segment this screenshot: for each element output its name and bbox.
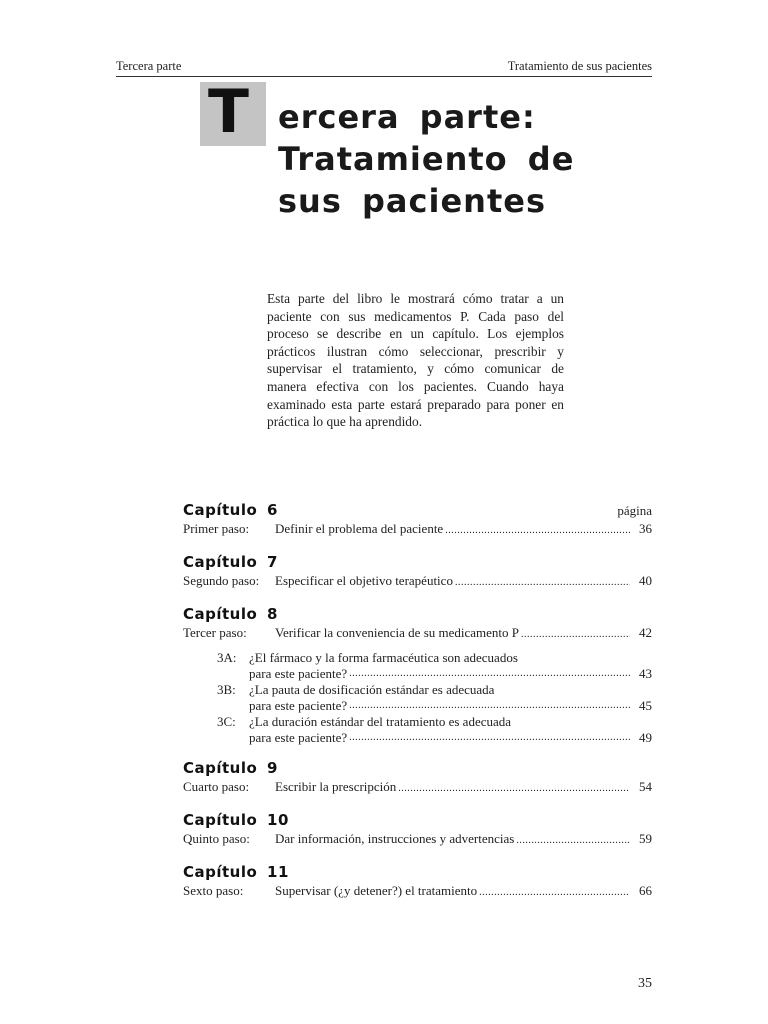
sub-entry-3a[interactable] xyxy=(217,650,652,666)
step-label: Cuarto paso: xyxy=(183,779,250,794)
dot-leader xyxy=(398,780,630,798)
sub-code: 3A: xyxy=(217,650,237,665)
toc-entry[interactable] xyxy=(183,520,652,538)
dot-leader xyxy=(349,666,630,682)
toc-entry[interactable] xyxy=(183,624,652,642)
sub-title-line-1: ¿La pauta de dosificación estándar es adecuada xyxy=(249,682,495,697)
entry-page: 40 xyxy=(639,573,652,588)
chapter-heading: Capítulo 9 xyxy=(183,759,278,777)
entry-title: Verificar la conveniencia de su medicamento P xyxy=(275,625,520,640)
toc-chapter-6 xyxy=(183,500,652,520)
header-right: Tratamiento de sus pacientes xyxy=(507,59,652,73)
entry-title: Supervisar (¿y detener?) el tratamiento xyxy=(275,883,478,898)
toc-entry[interactable] xyxy=(183,882,652,900)
page-column-label: página xyxy=(617,503,652,518)
sub-code: 3C: xyxy=(217,714,236,729)
sub-page: 45 xyxy=(639,698,652,713)
step-label: Sexto paso: xyxy=(183,883,244,898)
entry-page: 59 xyxy=(639,831,652,846)
entry-page: 54 xyxy=(639,779,652,794)
dot-leader xyxy=(516,832,630,850)
dot-leader xyxy=(349,730,630,746)
table-of-contents xyxy=(183,500,652,900)
entry-title: Definir el problema del paciente xyxy=(275,521,444,536)
sub-title-line-1: ¿El fármaco y la forma farmacéutica son adecuados xyxy=(249,650,518,665)
sub-title-line-2: para este paciente? xyxy=(249,698,348,713)
part-title xyxy=(278,96,574,222)
sub-code: 3B: xyxy=(217,682,236,697)
chapter-heading: Capítulo 6 xyxy=(183,501,278,519)
chapter-heading: Capítulo 11 xyxy=(183,863,289,881)
running-header xyxy=(116,58,652,77)
sub-page: 49 xyxy=(639,730,652,745)
entry-title: Escribir la prescripción xyxy=(275,779,397,794)
entry-page: 42 xyxy=(639,625,652,640)
dot-leader xyxy=(479,884,630,902)
header-left: Tercera parte xyxy=(116,59,182,73)
step-label: Tercer paso: xyxy=(183,625,247,640)
sub-entry-3a-cont[interactable] xyxy=(217,666,652,682)
dot-leader xyxy=(521,626,630,644)
chapter-heading: Capítulo 8 xyxy=(183,605,278,623)
toc-entry[interactable] xyxy=(183,830,652,848)
sub-entry-3c-cont[interactable] xyxy=(217,730,652,746)
intro-paragraph: Esta parte del libro le mostrará cómo tratar a un paciente con sus medicamentos P. Cada paso del proceso se describe en un capítulo. Los ejemplos prácticos ilustran cómo seleccionar, prescribir y supervisar el tratamiento, y cómo comunicar de manera efectiva con los pacientes. Cuando haya examinado esta parte estará preparado para poner en práctica lo que ha aprendido. xyxy=(267,291,564,430)
title-line-3: sus pacientes xyxy=(278,182,546,220)
page-number: 35 xyxy=(638,976,652,991)
sub-entry-3b-cont[interactable] xyxy=(217,698,652,714)
step-label: Primer paso: xyxy=(183,521,250,536)
dot-leader xyxy=(349,698,630,714)
chapter-heading: Capítulo 10 xyxy=(183,811,289,829)
step-label: Segundo paso: xyxy=(183,573,260,588)
step-label: Quinto paso: xyxy=(183,831,250,846)
dot-leader xyxy=(455,574,630,592)
entry-page: 66 xyxy=(639,883,652,898)
entry-title: Especificar el objetivo terapéutico xyxy=(275,573,453,588)
dot-leader xyxy=(445,522,630,540)
sub-steps xyxy=(183,650,652,746)
sub-page: 43 xyxy=(639,666,652,681)
entry-page: 36 xyxy=(639,521,652,536)
sub-title-line-2: para este paciente? xyxy=(249,666,348,681)
toc-entry[interactable] xyxy=(183,778,652,796)
title-line-1: ercera parte: xyxy=(278,98,536,136)
drop-cap: T xyxy=(208,77,249,147)
sub-entry-3c[interactable] xyxy=(217,714,652,730)
sub-title-line-2: para este paciente? xyxy=(249,730,348,745)
sub-title-line-1: ¿La duración estándar del tratamiento es adecuada xyxy=(249,714,512,729)
toc-entry[interactable] xyxy=(183,572,652,590)
chapter-heading: Capítulo 7 xyxy=(183,553,278,571)
entry-title: Dar información, instrucciones y advertencias xyxy=(275,831,515,846)
sub-entry-3b[interactable] xyxy=(217,682,652,698)
title-line-2: Tratamiento de xyxy=(278,140,575,178)
